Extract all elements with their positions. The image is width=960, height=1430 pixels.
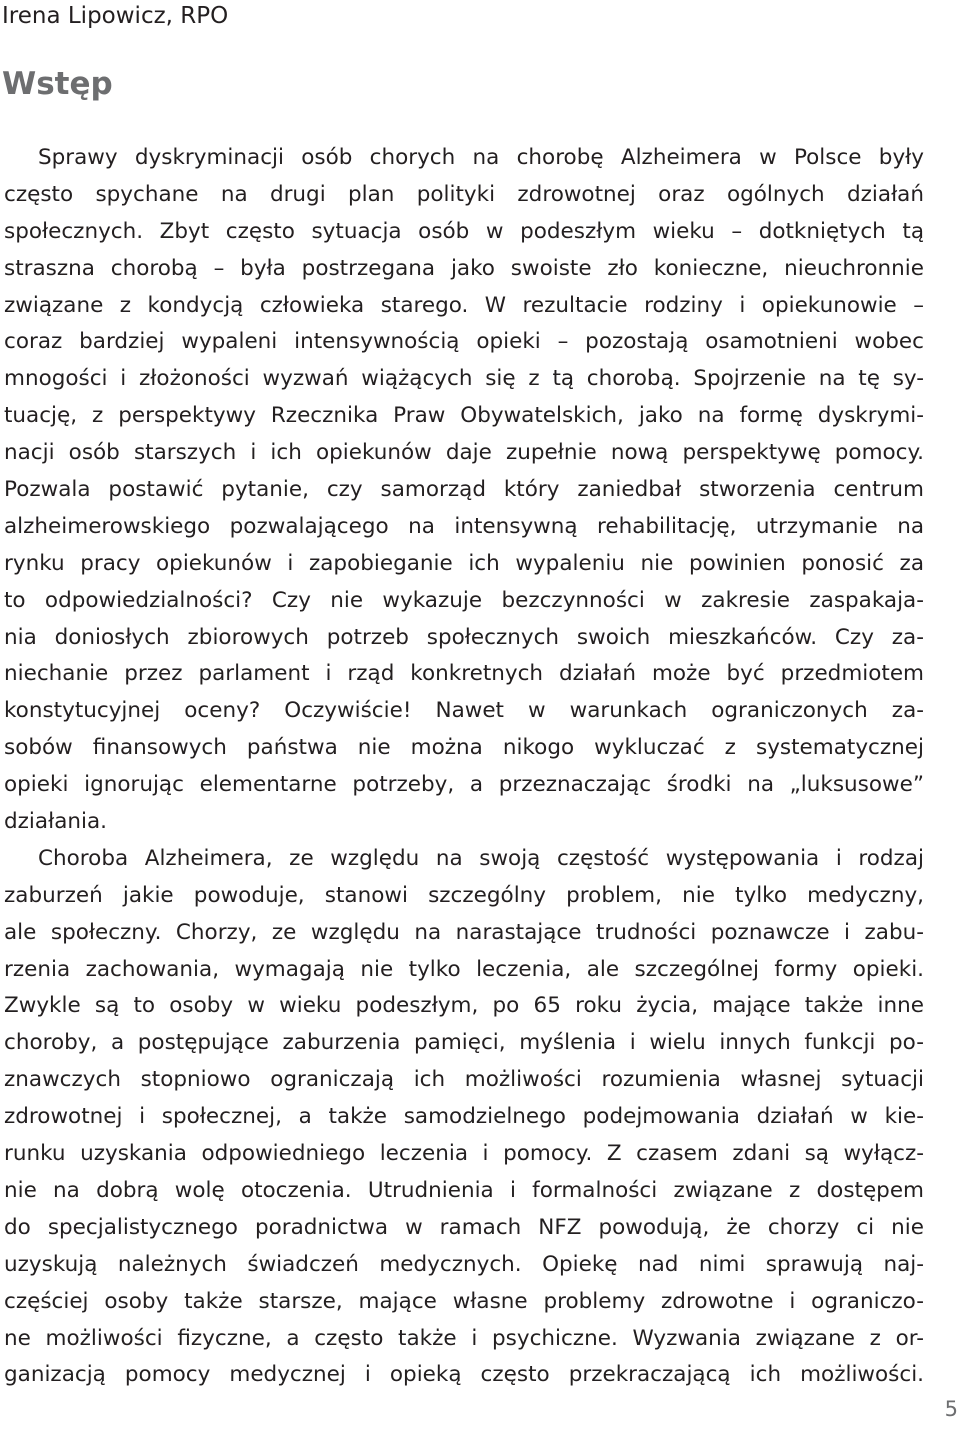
text-line: do specjalistycznego poradnictwa w ramach NFZ powodują, że chorzy ci nie	[4, 1214, 924, 1240]
author-line: Irena Lipowicz, RPO	[2, 3, 229, 29]
text-line: uzyskują należnych świadczeń medycznych. Opiekę nad nimi sprawują naj-	[4, 1251, 924, 1277]
text-line: konstytucyjnej oceny? Oczywiście! Nawet w warunkach ograniczonych za-	[4, 698, 924, 724]
text-line: Choroba Alzheimera, ze względu na swoją częstość występowania i rodzaj	[38, 845, 924, 871]
text-line: zdrowotnej i społecznej, a także samodzielnego podejmowania działań w kie-	[4, 1104, 924, 1130]
paragraph-2	[4, 841, 924, 1394]
text-line: często spychane na drugi plan polityki zdrowotnej oraz ogólnych działań	[4, 181, 924, 207]
text-line: straszna chorobą – była postrzegana jako swoiste zło konieczne, nieuchronnie	[4, 255, 924, 281]
text-line: nacji osób starszych i ich opiekunów daje zupełnie nową perspektywę pomocy.	[4, 440, 924, 466]
text-line: Sprawy dyskryminacji osób chorych na chorobę Alzheimera w Polsce były	[38, 145, 924, 170]
text-line: ale społeczny. Chorzy, ze względu na narastające trudności poznawcze i zabu-	[4, 919, 924, 945]
text-line: Zwykle są to osoby w wieku podeszłym, po 65 roku życia, mające także inne	[4, 993, 924, 1019]
text-line: tuację, z perspektywy Rzecznika Praw Obywatelskich, jako na formę dyskrymi-	[4, 403, 924, 429]
body-text	[4, 140, 924, 1394]
page-number: 5	[944, 1397, 958, 1421]
text-line: ne możliwości fizyczne, a często także i psychiczne. Wyzwania związane z or-	[4, 1325, 924, 1351]
text-line: nia doniosłych zbiorowych potrzeb społecznych swoich mieszkańców. Czy za-	[4, 624, 924, 650]
text-line: nie na dobrą wolę otoczenia. Utrudnienia i formalności związane z dostępem	[4, 1177, 924, 1203]
text-line: coraz bardziej wypaleni intensywnością opieki – pozostają osamotnieni wobec	[4, 329, 924, 355]
text-line: Pozwala postawić pytanie, czy samorząd który zaniedbał stworzenia centrum	[4, 477, 924, 503]
text-line: sobów finansowych państwa nie można nikogo wykluczać z systematycznej	[4, 735, 924, 761]
text-line: znawczych stopniowo ograniczają ich możliwości rozumienia własnej sytuacji	[4, 1067, 924, 1093]
text-line: alzheimerowskiego pozwalającego na intensywną rehabilitację, utrzymanie na	[4, 513, 924, 539]
paragraph-1	[4, 140, 924, 841]
text-line: zaburzeń jakie powoduje, stanowi szczególny problem, nie tylko medyczny,	[4, 882, 924, 908]
text-line: społecznych. Zbyt często sytuacja osób w podeszłym wieku – dotkniętych tą	[4, 218, 924, 244]
text-line: niechanie przez parlament i rząd konkretnych działań może być przedmiotem	[4, 661, 924, 687]
text-line: rynku pracy opiekunów i zapobieganie ich wypaleniu nie powinien ponosić za	[4, 550, 924, 576]
text-line: to odpowiedzialności? Czy nie wykazuje bezczynności w zakresie zaspakaja-	[4, 587, 924, 613]
text-line: związane z kondycją człowieka starego. W rezultacie rodziny i opiekunowie –	[4, 292, 924, 318]
text-line: mnogości i złożoności wyzwań wiążących się z tą chorobą. Spojrzenie na tę sy-	[4, 366, 924, 392]
text-line: częściej osoby także starsze, mające własne problemy zdrowotne i ograniczo-	[4, 1288, 924, 1314]
text-line: rzenia zachowania, wymagają nie tylko leczenia, ale szczególnej formy opieki.	[4, 956, 924, 982]
text-line: choroby, a postępujące zaburzenia pamięci, myślenia i wielu innych funkcji po-	[4, 1030, 924, 1056]
section-heading: Wstęp	[2, 66, 113, 102]
text-line: opieki ignorując elementarne potrzeby, a przeznaczając środki na „luksusowe”	[4, 772, 924, 798]
text-line: runku uzyskania odpowiedniego leczenia i pomocy. Z czasem zdani są wyłącz-	[4, 1141, 924, 1167]
text-line: działania.	[4, 809, 107, 835]
text-line: ganizacją pomocy medycznej i opieką często przekraczającą ich możliwości.	[4, 1362, 924, 1388]
